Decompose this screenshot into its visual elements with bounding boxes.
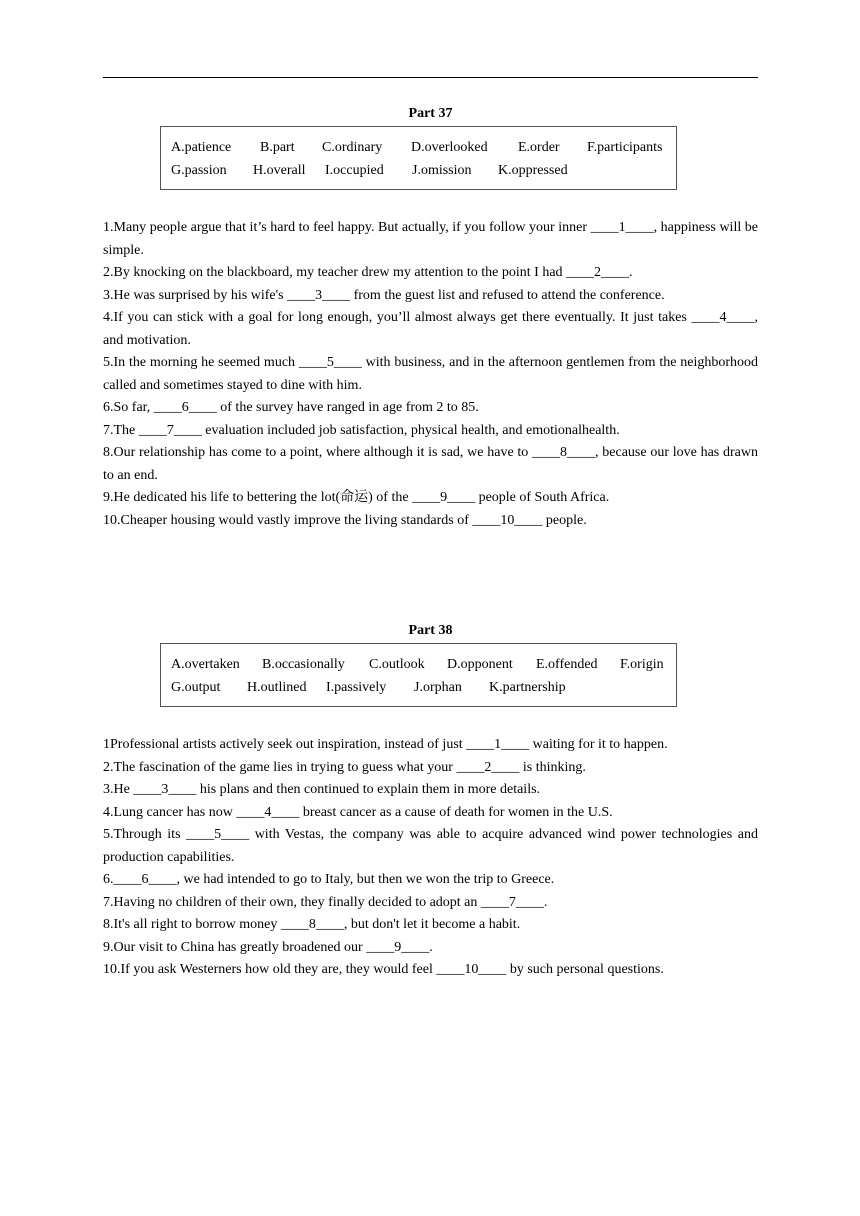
word-bank [160,643,677,707]
word-option: K.partnership [489,680,566,695]
word-option: F.participants [587,140,663,155]
question-item: 4.Lung cancer has now ____4____ breast cancer as a cause of death for women in the U.S. [103,804,613,820]
word-option: G.passion [171,163,227,178]
question-item: 7.Having no children of their own, they finally decided to adopt an ____7____. [103,894,548,910]
word-option: C.ordinary [322,140,383,155]
word-option: G.output [171,680,221,695]
word-option: J.orphan [414,680,462,695]
question-item: 8.It's all right to borrow money ____8____, but don't let it become a habit. [103,917,521,932]
question-item: 1Professional artists actively seek out inspiration, instead of just ____1____ waiting for it to happen. [103,737,668,752]
word-bank-row [171,653,676,676]
part-title: Part 38 [408,623,453,638]
part-37-section [103,105,758,532]
word-option: C.outlook [369,657,425,672]
question-item: 6.So far, ____6____ of the survey have ranged in age from 2 to 85. [103,400,479,415]
question-item: 3.He ____3____ his plans and then continued to explain them in more details. [103,782,541,797]
question-item: 1.Many people argue that it’s hard to feel happy. But actually, if you follow your inner ____1____, happiness will be simple. [103,220,758,258]
question-list [103,217,758,532]
word-option: B.part [260,140,295,155]
question-item: 10.If you ask Westerners how old they are, they would feel ____10____ by such personal questions. [103,962,664,977]
word-option: F.origin [620,657,664,672]
question-item: 2.The fascination of the game lies in trying to guess what your ____2____ is thinking. [103,759,586,775]
header-rule [103,77,758,78]
word-option: A.overtaken [171,657,240,672]
word-option: A.patience [171,140,232,155]
word-option: J.omission [412,163,472,178]
word-option: D.overlooked [411,140,488,155]
word-option: D.opponent [447,657,513,672]
word-option: H.outlined [247,680,307,695]
word-option: E.order [518,140,560,155]
question-item: 7.The ____7____ evaluation included job satisfaction, physical health, and emotionalhealth. [103,422,620,438]
question-item: 4.If you can stick with a goal for long enough, you’ll almost always get there eventually. It just takes ____4____, and motivation. [103,310,758,348]
question-item: 9.He dedicated his life to bettering the lot(命运) of the ____9____ people of South Africa. [103,490,610,505]
question-item: 3.He was surprised by his wife's ____3____ from the guest list and refused to attend the conference. [103,287,665,303]
question-item: 10.Cheaper housing would vastly improve the living standards of ____10____ people. [103,512,587,528]
word-bank [160,126,677,190]
question-list [103,734,758,982]
word-bank-row [171,676,676,699]
part-title: Part 37 [408,106,453,121]
word-option: I.passively [326,680,387,695]
question-item: 8.Our relationship has come to a point, where although it is sad, we have to ____8____, because our love has drawn to an end. [103,445,758,483]
word-bank-row [171,136,676,159]
question-item: 2.By knocking on the blackboard, my teacher drew my attention to the point I had ____2____. [103,265,633,280]
part-38-section [103,622,758,982]
question-item: 5.Through its ____5____ with Vestas, the company was able to acquire advanced wind power technologies and production capabilities. [103,827,758,865]
question-item: 9.Our visit to China has greatly broadened our ____9____. [103,939,433,955]
question-item: 5.In the morning he seemed much ____5____ with business, and in the afternoon gentlemen from the neighborhood called and sometimes stayed to dine with him. [103,355,758,393]
word-option: K.oppressed [498,163,568,178]
word-option: E.offended [536,657,598,672]
question-item: 6.____6____, we had intended to go to Italy, but then we won the trip to Greece. [103,872,555,887]
word-option: H.overall [253,163,306,178]
word-option: B.occasionally [262,657,345,672]
word-option: I.occupied [325,163,384,178]
word-bank-row [171,159,676,182]
